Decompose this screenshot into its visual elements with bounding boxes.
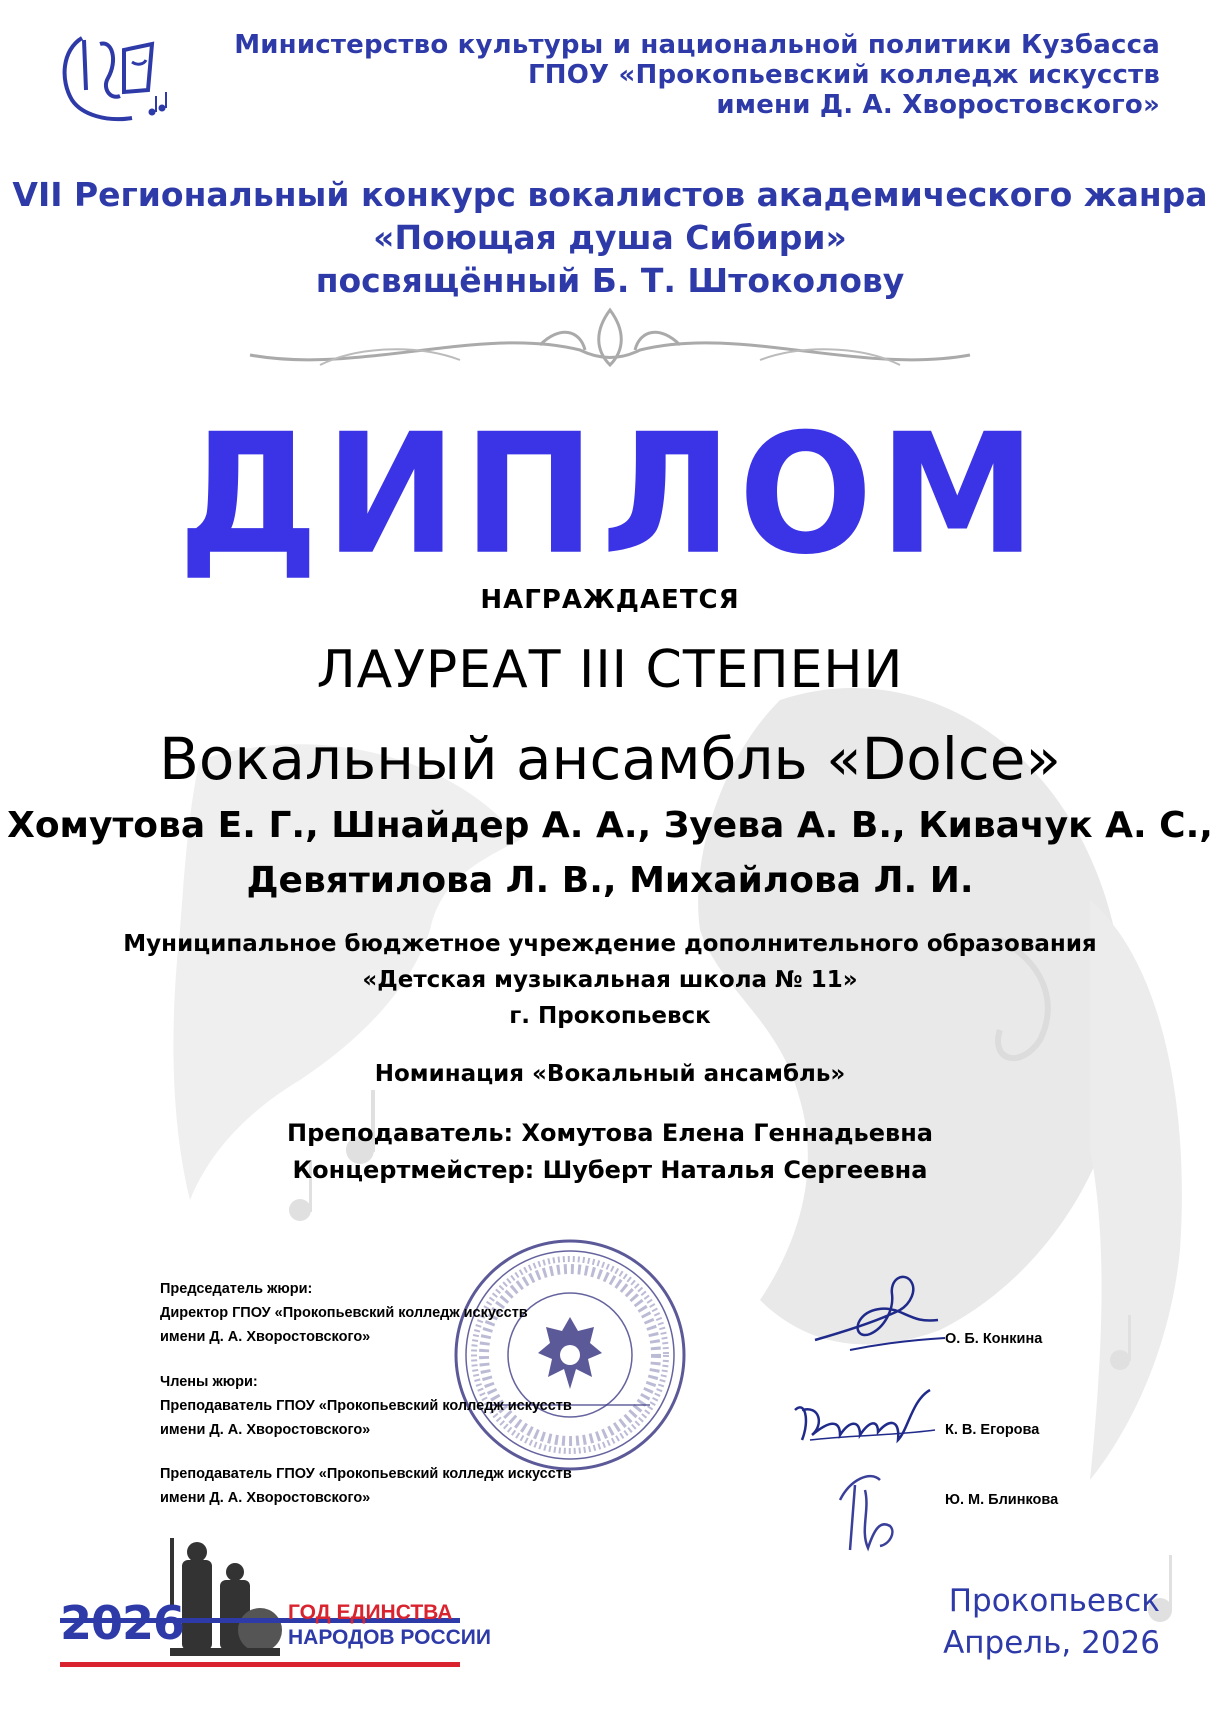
institution-line-1: Муниципальное бюджетное учреждение дополнительного образования [123,931,1097,957]
year-slogan-line-1: ГОД ЕДИНСТВА [288,1601,453,1624]
year-logo-number [60,1595,184,1651]
contest-dedication: посвящённый Б. Т. Штоколову [315,261,905,300]
city: Прокопьевск [948,1583,1160,1619]
institution-line-2: «Детская музыкальная школа № 11» [362,967,858,993]
jury-member1-name: К. В. Егорова [945,1422,1040,1438]
jury-chair-name: О. Б. Конкина [945,1331,1043,1347]
signature-icon [810,1260,950,1360]
ensemble-name: Вокальный ансамбль «Dolce» [159,725,1061,793]
year-slogan-line-2: НАРОДОВ РОССИИ [288,1626,491,1649]
official-seal-icon [450,1235,690,1475]
jury-member1-role-line-1: Преподаватель ГПОУ «Прокопьевский колледж искусств [160,1398,572,1414]
signature-icon [790,1380,940,1460]
contest-name: «Поющая душа Сибири» [373,218,847,257]
awarded-label: НАГРАЖДАЕТСЯ [480,585,740,615]
ministry-line-3: имени Д. А. Хворостовского» [716,90,1160,120]
laureate-degree: ЛАУРЕАТ III СТЕПЕНИ [316,640,904,700]
jury-member1-role-line-2: имени Д. А. Хворостовского» [160,1422,371,1438]
place-and-date [943,1580,1160,1664]
jury-member2-name: Ю. М. Блинкова [945,1492,1059,1508]
institution-city: г. Прокопьевск [509,1003,711,1029]
jury-chair-label: Председатель жюри: [160,1281,313,1297]
date: Апрель, 2026 [943,1625,1160,1661]
ministry-line-1: Министерство культуры и национальной политики Кузбасса [234,30,1160,60]
teacher: Преподаватель: Хомутова Елена Геннадьевна [287,1119,933,1147]
diploma-title: ДИПЛОМ [178,398,1042,592]
jury-chair-role-line-2: имени Д. А. Хворостовского» [160,1329,371,1345]
contest-title: VII Региональный конкурс вокалистов академического жанра [12,175,1208,214]
participants-line-2: Девятилова Л. В., Михайлова Л. И. [246,860,974,901]
ornament-divider-icon [240,305,980,385]
year-text: 2026 [60,1596,185,1650]
jury-member2-role-line-2: имени Д. А. Хворостовского» [160,1490,371,1506]
jury-members-label: Члены жюри: [160,1374,258,1390]
jury-member2-role-line-1: Преподаватель ГПОУ «Прокопьевский колледж искусств [160,1466,572,1482]
participants-line-1: Хомутова Е. Г., Шнайдер А. А., Зуева А. В., Кивачук А. С., [7,805,1213,846]
signature-icon [830,1460,910,1560]
year-slogan [288,1600,491,1650]
jury-chair-role-line-1: Директор ГПОУ «Прокопьевский колледж искусств [160,1305,528,1321]
accompanist: Концертмейстер: Шуберт Наталья Сергеевна [292,1156,928,1184]
nomination: Номинация «Вокальный ансамбль» [374,1061,846,1087]
ministry-line-2: ГПОУ «Прокопьевский колледж искусств [527,60,1160,90]
college-logo-icon [52,30,182,130]
